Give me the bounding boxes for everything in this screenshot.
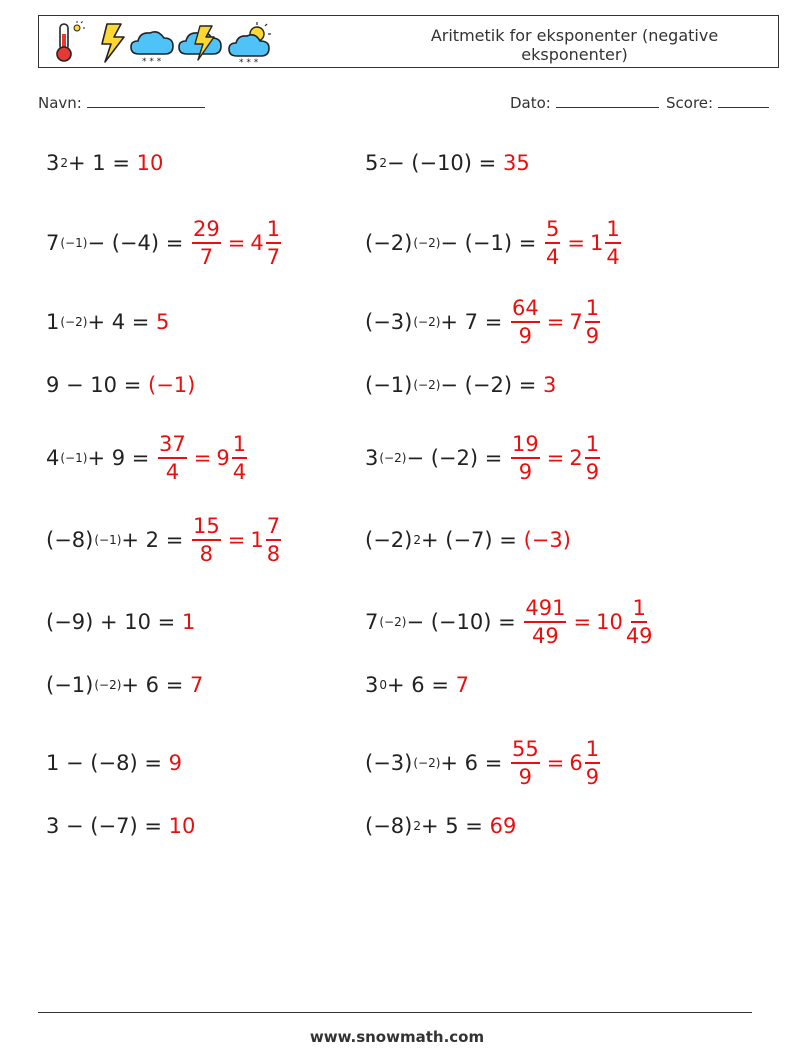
exponent: (−2)	[413, 315, 441, 329]
answer: 10	[136, 151, 164, 175]
footer-divider	[38, 1012, 752, 1013]
problem	[365, 733, 602, 793]
equals-sign: =	[546, 751, 565, 775]
whole-part: 10	[596, 610, 623, 634]
name-label: Navn:	[38, 94, 82, 112]
problem-text: − (−10) =	[387, 151, 497, 175]
equals-sign: =	[546, 310, 565, 334]
problem-text: (−8)	[365, 814, 413, 838]
problem	[46, 213, 283, 273]
denominator: 4	[232, 460, 247, 484]
numerator: 491	[524, 595, 566, 623]
date-label: Dato:	[510, 94, 551, 112]
mixed-fraction	[232, 431, 247, 485]
answer-fraction	[545, 216, 560, 270]
problem-text: + 4 =	[87, 310, 150, 334]
problem-text: − (−2) =	[440, 373, 537, 397]
equals-sign: =	[567, 231, 585, 255]
exponent: (−1)	[94, 533, 122, 547]
problem-text: + 1 =	[68, 151, 130, 175]
numerator: 1	[585, 431, 600, 459]
score-blank	[718, 95, 769, 108]
problem	[365, 292, 602, 352]
denominator: 9	[585, 460, 600, 484]
denominator: 9	[585, 324, 600, 348]
score-field	[666, 94, 769, 112]
denominator: 9	[518, 765, 533, 789]
problem-text: 3	[46, 151, 60, 175]
problem-text: − (−2) =	[406, 446, 503, 470]
numerator: 37	[158, 431, 187, 459]
equals-sign: =	[193, 446, 212, 470]
answer-fraction	[511, 431, 540, 485]
sun-cloud-snow-icon	[229, 22, 271, 64]
numerator: 64	[511, 295, 540, 323]
denominator: 7	[266, 245, 281, 269]
exponent: (−2)	[413, 756, 441, 770]
answer: (−1)	[148, 373, 196, 397]
problem-text: + 6 =	[121, 673, 184, 697]
problem-text: (−1)	[365, 373, 413, 397]
mixed-fraction	[585, 295, 600, 349]
answer-fraction	[511, 295, 540, 349]
whole-part: 1	[589, 231, 604, 255]
exponent: (−1)	[60, 451, 88, 465]
name-blank	[87, 95, 205, 108]
mixed-fraction	[605, 216, 620, 270]
denominator: 4	[545, 245, 560, 269]
numerator: 1	[631, 595, 646, 623]
problem-text: (−9) + 10 =	[46, 610, 176, 634]
exponent: 0	[379, 678, 388, 692]
problem-text: 7	[46, 231, 60, 255]
exponent: (−2)	[379, 451, 407, 465]
exponent: 2	[379, 156, 388, 170]
exponent: 2	[60, 156, 69, 170]
problem-text: 3 − (−7) =	[46, 814, 162, 838]
numerator: 7	[266, 513, 281, 541]
denominator: 9	[518, 324, 533, 348]
numerator: 1	[232, 431, 247, 459]
problem-text: (−1)	[46, 673, 94, 697]
problem	[46, 292, 169, 352]
exponent: (−2)	[413, 378, 441, 392]
whole-part: 6	[569, 751, 583, 775]
mixed-fraction	[585, 736, 600, 790]
problem-text: + 2 =	[121, 528, 184, 552]
exponent: (−2)	[60, 315, 88, 329]
header-box	[38, 15, 779, 68]
problem-text: 5	[365, 151, 379, 175]
whole-part: 9	[216, 446, 230, 470]
numerator: 29	[192, 216, 221, 244]
mixed-fraction	[266, 216, 281, 270]
svg-text:* * *: * * *	[239, 58, 259, 64]
numerator: 15	[192, 513, 221, 541]
problem-text: + 6 =	[387, 673, 449, 697]
problem-text: + 5 =	[420, 814, 483, 838]
problem-text: + 7 =	[440, 310, 503, 334]
problem-text: 4	[46, 446, 60, 470]
answer: 7	[190, 673, 204, 697]
mixed-fraction	[625, 595, 654, 649]
mixed-fraction	[266, 513, 281, 567]
date-field	[510, 94, 659, 112]
mixed-fraction	[585, 431, 600, 485]
denominator: 8	[199, 542, 214, 566]
problem	[46, 510, 283, 570]
denominator: 8	[266, 542, 281, 566]
exponent: (−1)	[60, 236, 88, 250]
whole-part: 2	[569, 446, 583, 470]
svg-text:* * *: * * *	[142, 57, 162, 64]
equals-sign: =	[573, 610, 592, 634]
footer-url: www.snowmath.com	[309, 1028, 485, 1046]
problem-text: − (−4) =	[87, 231, 184, 255]
numerator: 1	[605, 216, 620, 244]
problem	[46, 655, 203, 715]
problem-text: (−2)	[365, 528, 413, 552]
answer-fraction	[192, 513, 221, 567]
problem	[365, 510, 571, 570]
numerator: 55	[511, 736, 540, 764]
snow-cloud-icon	[131, 32, 173, 64]
problem	[46, 733, 182, 793]
denominator: 4	[606, 245, 620, 269]
answer: 3	[542, 373, 557, 397]
numerator: 1	[585, 295, 600, 323]
problem	[365, 796, 516, 856]
answer: 10	[168, 814, 196, 838]
problem	[365, 428, 602, 488]
problem	[365, 592, 656, 652]
answer-fraction	[511, 736, 540, 790]
problem	[46, 592, 195, 652]
problem	[46, 428, 249, 488]
answer: 35	[502, 151, 530, 175]
date-blank	[556, 95, 659, 108]
numerator: 19	[511, 431, 540, 459]
answer-fraction	[524, 595, 566, 649]
problem-text: (−2)	[365, 231, 413, 255]
storm-cloud-icon	[179, 26, 221, 60]
answer: 9	[168, 751, 182, 775]
exponent: (−2)	[379, 615, 407, 629]
whole-part: 1	[250, 528, 264, 552]
worksheet-title: Aritmetik for eksponenter (negative eksponenter)	[430, 26, 719, 64]
equals-sign: =	[227, 231, 246, 255]
problem-text: + 9 =	[87, 446, 150, 470]
name-field	[38, 94, 205, 112]
score-label: Score:	[666, 94, 714, 112]
denominator: 49	[625, 624, 653, 648]
denominator: 9	[585, 765, 600, 789]
whole-part: 7	[569, 310, 583, 334]
denominator: 7	[199, 245, 214, 269]
equals-sign: =	[546, 446, 565, 470]
answer: 69	[489, 814, 517, 838]
problem-text: 1 − (−8) =	[46, 751, 162, 775]
equals-sign: =	[227, 528, 246, 552]
denominator: 49	[532, 624, 559, 648]
problem-text: (−3)	[365, 751, 413, 775]
whole-part: 4	[250, 231, 264, 255]
numerator: 5	[545, 216, 560, 244]
weather-icons	[47, 20, 277, 64]
answer: 7	[455, 673, 469, 697]
problem	[46, 133, 163, 193]
answer: 1	[181, 610, 196, 634]
problem	[365, 355, 556, 415]
problem	[46, 796, 195, 856]
thermometer-icon	[57, 21, 85, 61]
numerator: 1	[585, 736, 600, 764]
problem-text: 7	[365, 610, 379, 634]
exponent: 2	[413, 533, 421, 547]
problem-text: − (−1) =	[440, 231, 537, 255]
exponent: (−2)	[413, 236, 441, 250]
problem-text: + (−7) =	[420, 528, 517, 552]
problem	[365, 655, 469, 715]
exponent: 2	[413, 819, 421, 833]
problem-text: (−3)	[365, 310, 413, 334]
problem	[365, 133, 530, 193]
problem-text: 1	[46, 310, 60, 334]
lightning-icon	[102, 24, 124, 62]
denominator: 4	[165, 460, 180, 484]
answer: (−3)	[523, 528, 571, 552]
problem-text: + 6 =	[440, 751, 503, 775]
answer-fraction	[158, 431, 187, 485]
numerator: 1	[266, 216, 281, 244]
problem-text: (−8)	[46, 528, 94, 552]
problem	[46, 355, 195, 415]
problem	[365, 213, 623, 273]
answer: 5	[156, 310, 170, 334]
exponent: (−2)	[94, 678, 122, 692]
problem-text: − (−10) =	[406, 610, 516, 634]
problem-text: 3	[365, 446, 379, 470]
answer-fraction	[192, 216, 221, 270]
denominator: 9	[518, 460, 533, 484]
problem-text: 9 − 10 =	[46, 373, 142, 397]
problem-text: 3	[365, 673, 379, 697]
